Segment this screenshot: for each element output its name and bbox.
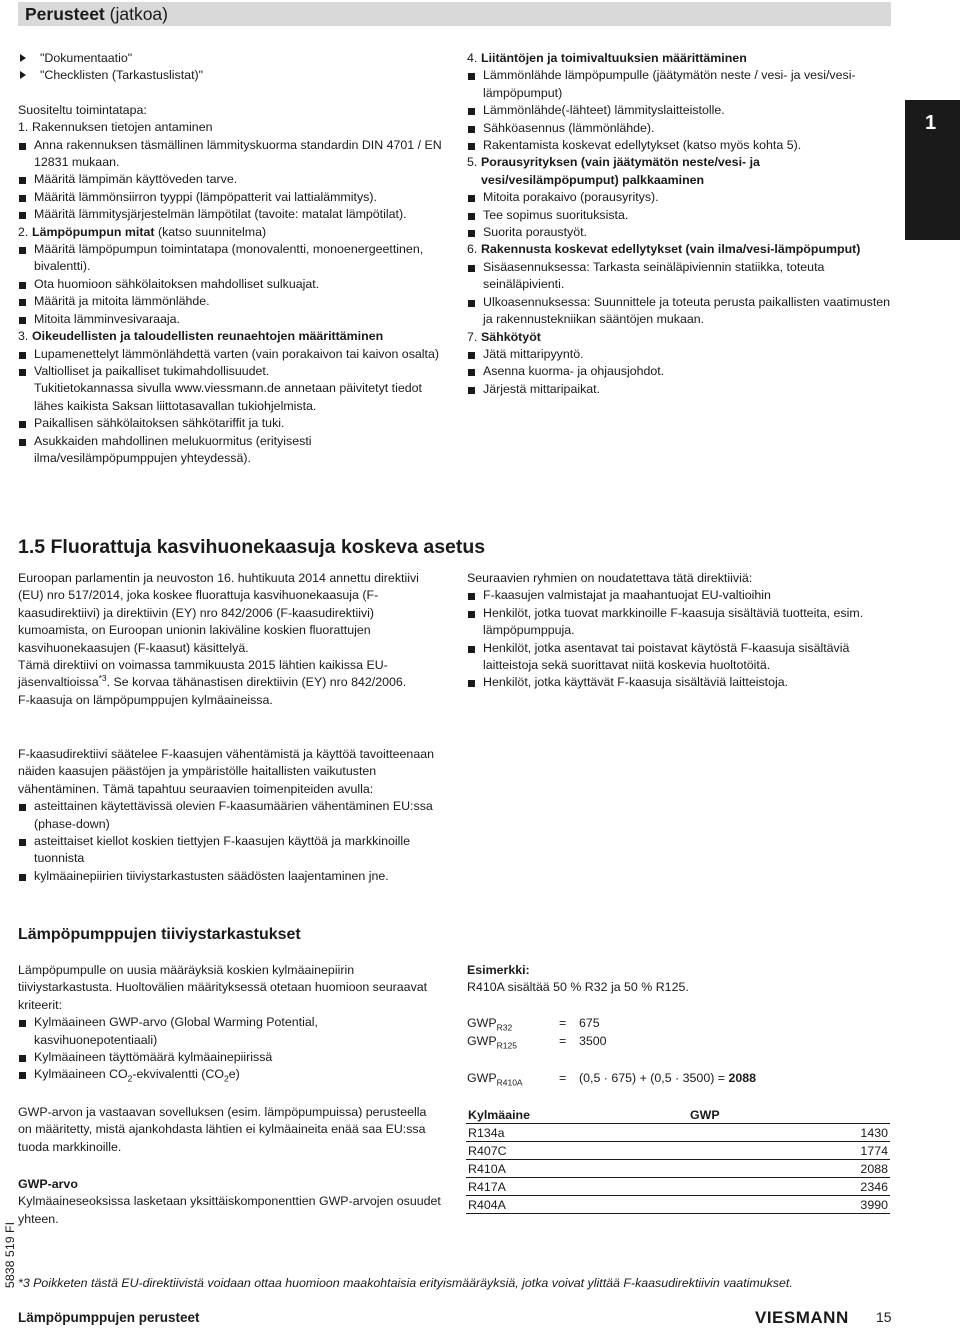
table-header: Kylmäaine — [466, 1106, 688, 1124]
paragraph: GWP-arvon ja vastaavan sovelluksen (esim. lämpöpumpuissa) perusteella on määritetty, mistä ajankohdasta lähtien ei kylmäaineita enää saa EU:ssa tuoda markkinoille. — [18, 1104, 427, 1154]
equation-row: $GWP_{R410A}$ = (0,5 · 675) + (0,5 · 3500) = 2088 — [467, 1071, 757, 1088]
measures-block — [18, 746, 443, 885]
list-item: Kylmäaineen täyttömäärä kylmäainepiirissä — [18, 1049, 443, 1066]
list-item: Määritä lämmönsiirron tyyppi (lämpöpatterit vai lattialämmitys). — [18, 189, 443, 206]
header-bar — [18, 2, 891, 26]
list-item: Lämmönlähde(-lähteet) lämmityslaitteistolle. — [467, 102, 892, 119]
list-item: kylmäainepiirien tiiviystarkastusten säädösten laajentaminen jne. — [18, 868, 443, 885]
step-5-title: 5. Porausyrityksen (vain jäätymätön neste/vesi- ja vesi/vesilämpöpumput) palkkaaminen — [467, 155, 760, 187]
doc-link-1[interactable]: "Dokumentaatio" — [18, 50, 443, 67]
list-item: Valtiolliset ja paikalliset tukimahdollisuudet. — [18, 363, 443, 380]
list-item: Paikallisen sähkölaitoksen sähkötariffit ja tuki. — [18, 415, 443, 432]
gwp-title: GWP-arvo — [18, 1177, 78, 1192]
step-4-title: 4. Liitäntöjen ja toimivaltuuksien määrittäminen — [467, 51, 747, 65]
list-item: Asenna kuorma- ja ohjausjohdot. — [467, 363, 892, 380]
section-heading: 1.5 Fluorattuja kasvihuonekaasuja koskeva asetus — [18, 536, 486, 558]
list-item: asteittaiset kiellot koskien tiettyjen F-kaasujen käyttöä ja markkinoille tuonnista — [18, 833, 443, 868]
step-2-title: 2. Lämpöpumpun mitat (katso suunnitelma) — [18, 224, 267, 239]
list-item: Järjestä mittaripaikat. — [467, 381, 892, 398]
paragraph: F-kaasuja on lämpöpumppujen kylmäaineissa. — [18, 692, 273, 707]
list-item: Sisäasennuksessa: Tarkasta seinäläpiviennin statiikka, toteuta seinäläpivienti. — [467, 259, 892, 294]
list-item: Mitoita lämminvesivaraaja. — [18, 311, 443, 328]
footnote: *3 Poikketen tästä EU-direktiivistä voidaan ottaa huomioon maakohtaisia erityismääräyksiä, jotka voivat ylittää F-kaasudirektiivin vaatimukset. — [18, 1276, 793, 1290]
paragraph: Lämpöpumpulle on uusia määräyksiä koskien kylmäainepiirin tiiviystarkastusta. Huoltovälien määrityksessä otetaan huomioon seuraavat kriteerit: — [18, 963, 428, 1012]
section15-left — [18, 570, 443, 709]
step-7-title: 7. Sähkötyöt — [467, 329, 541, 344]
list-item: Kylmäaineen GWP-arvo (Global Warming Potential, kasvihuonepotentiaali) — [18, 1014, 443, 1049]
gwp-table — [466, 1106, 890, 1214]
list-item: Anna rakennuksen täsmällinen lämmityskuorma standardin DIN 4701 / EN 12831 mukaan. — [18, 137, 443, 172]
step-6-title: 6. Rakennusta koskevat edellytykset (vain ilma/vesi-lämpöpumput) — [467, 242, 861, 257]
step-1-title: 1. Rakennuksen tietojen antaminen — [18, 120, 213, 135]
left-column — [18, 50, 443, 467]
list-item: Määritä ja mitoita lämmönlähde. — [18, 293, 443, 310]
list-item: Määritä lämpöpumpun toimintatapa (monovalentti, monoenergeettinen, bivalentti). — [18, 241, 443, 276]
table-row: R404A 3990 — [468, 1197, 888, 1212]
list-item: Mitoita porakaivo (porausyritys). — [467, 189, 892, 206]
list-item: Kylmäaineen $CO_2$-ekvivalentti $(CO_2e)$ — [18, 1066, 443, 1083]
section15-right — [467, 570, 892, 692]
list-item: Lupamenettelyt lämmönlähdettä varten (vain porakaivon tai kaivon osalta) — [18, 346, 443, 363]
page-number: 15 — [876, 1309, 892, 1325]
list-item: Tee sopimus suorituksista. — [467, 207, 892, 224]
viessmann-logo: VIESMANN — [755, 1308, 849, 1327]
document-code: 5838 519 FI — [3, 1221, 17, 1289]
doc-link-2[interactable]: "Checklisten (Tarkastuslistat)" — [18, 67, 443, 84]
table-row: R134a 1430 — [468, 1125, 888, 1140]
equation-row: $GWP_{R32}$ = 675 — [467, 1016, 600, 1033]
subsection-heading: Lämpöpumppujen tiiviystarkastukset — [18, 926, 301, 943]
paragraph: Tämä direktiivi on voimassa tammikuusta 2015 lähtien kaikissa EU-jäsenvaltioissa$^{*3}$. Se korvaa tähänastisen direktiivin (EY) nro 842/2006. — [18, 658, 407, 690]
table-row: R417A 2346 — [468, 1179, 888, 1194]
list-item: Lämmönlähde lämpöpumpulle (jäätymätön neste / vesi- ja vesi/vesi-lämpöpumput) — [467, 67, 892, 102]
table-row: R407C 1774 — [468, 1143, 888, 1158]
list-item: asteittainen käytettävissä olevien F-kaasumäärien vähentäminen EU:ssa (phase-down) — [18, 798, 443, 833]
chapter-tab: 1 — [905, 100, 960, 240]
list-item: Asukkaiden mahdollinen melukuormitus (erityisesti ilma/vesilämpöpumppujen yhteydessä). — [18, 433, 443, 468]
table-row: R410A 2088 — [468, 1161, 888, 1176]
right-column — [467, 50, 892, 398]
subsidy-note: Tukitietokannassa sivulla www.viessmann.de annetaan päivitetyt tiedot lähes kaikista Saksan liittotasavallan tukiohjelmista. — [34, 381, 422, 413]
list-item: Suorita poraustyöt. — [467, 224, 892, 241]
footer-title: Lämpöpumppujen perusteet — [18, 1310, 200, 1325]
step-3-title: 3. Oikeudellisten ja taloudellisten reunaehtojen määrittäminen — [18, 329, 384, 344]
paragraph: Seuraavien ryhmien on noudatettava tätä direktiiviä: — [467, 571, 753, 585]
list-item: Ulkoasennuksessa: Suunnittele ja toteuta perusta paikallisten vaatimusten ja rakennustekniikan sääntöjen mukaan. — [467, 294, 892, 329]
example-text: R410A sisältää 50 % R32 ja 50 % R125. — [467, 980, 689, 995]
list-item: Sähköasennus (lämmönlähde). — [467, 120, 892, 137]
tightness-left — [18, 962, 443, 1228]
example-block — [467, 962, 892, 997]
table-header: GWP — [688, 1106, 890, 1124]
list-item: Määritä lämpimän käyttöveden tarve. — [18, 171, 443, 188]
example-title: Esimerkki: — [467, 963, 530, 977]
list-item: Henkilöt, jotka tuovat markkinoille F-kaasuja sisältäviä tuotteita, esim. lämpöpumppuja. — [467, 605, 892, 640]
list-item: F-kaasujen valmistajat ja maahantuojat EU-valtioihin — [467, 587, 892, 604]
paragraph: F-kaasudirektiivi säätelee F-kaasujen vähentämistä ja käyttöä tavoitteenaan näiden kaasujen päästöjen ja ympäristölle haitallisten vaikutusten vähentäminen. Tämä tapahtuu seuraavien toimenpiteiden avulla: — [18, 747, 434, 796]
list-item: Ota huomioon sähkölaitoksen mahdolliset sulkuajat. — [18, 276, 443, 293]
recommended-label: Suositeltu toimintatapa: — [18, 102, 147, 117]
equation-row: $GWP_{R125}$ = 3500 — [467, 1034, 607, 1051]
list-item: Henkilöt, jotka asentavat tai poistavat käytöstä F-kaasuja sisältäviä laitteistoja sekä suorittavat niitä koskevia huoltotöitä. — [467, 640, 892, 675]
list-item: Jätä mittaripyyntö. — [467, 346, 892, 363]
list-item: Henkilöt, jotka käyttävät F-kaasuja sisältäviä laitteistoja. — [467, 674, 892, 691]
paragraph: Kylmäaineseoksissa lasketaan yksittäiskomponenttien GWP-arvojen osuudet yhteen. — [18, 1194, 441, 1226]
paragraph: Euroopan parlamentin ja neuvoston 16. huhtikuuta 2014 annettu direktiivi (EU) nro 517/2014, joka koskee fluorattuja kasvihuonekaasuja (F-kaasudirektiivi) ja direktiivin (EY) nro 842/2006 (F-kaasudirektiivi) kumoamista, on Euroopan unionin lakiväline koskien fluorattujen kasvihuonekaasujen (F-kaasut) käsittelyä. — [18, 571, 419, 655]
list-item: Määritä lämmitysjärjestelmän lämpötilat (tavoite: matalat lämpötilat). — [18, 206, 443, 223]
page-header-title: Perusteet (jatkoa) — [25, 4, 168, 24]
list-item: Rakentamista koskevat edellytykset (katso myös kohta 5). — [467, 137, 892, 154]
